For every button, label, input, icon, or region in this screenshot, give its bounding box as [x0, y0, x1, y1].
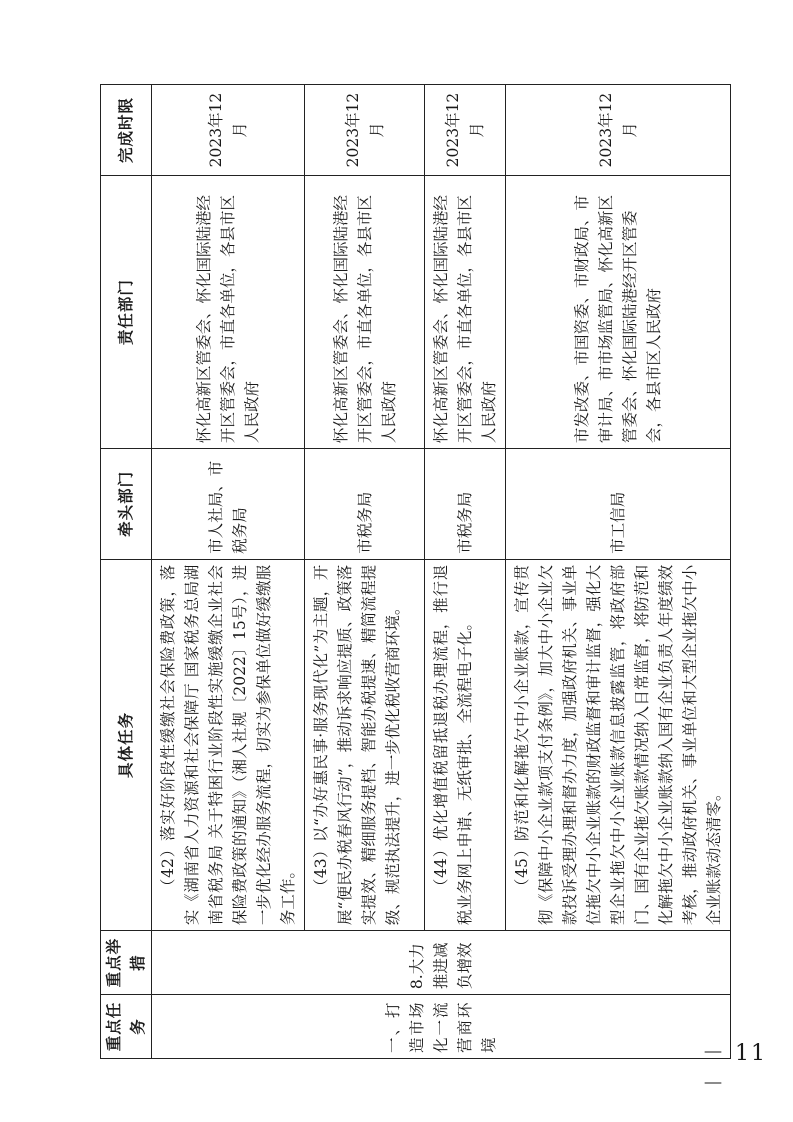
- deadline-cell: 2023年12月: [425, 85, 506, 176]
- lead-department-cell: 市税务局: [425, 449, 506, 560]
- responsible-department-cell: 市发改委、市国资委、市财政局、市审计局、市市场监管局、怀化高新区管委会、怀化国际陆港经开区管委会，各县市区人民政府: [506, 176, 731, 449]
- specific-task-cell: （44）优化增值税留抵退税办理流程，推行退税业务网上申请、无纸审批、全流程电子化。: [425, 559, 506, 930]
- header-key-task: 重点任务: [101, 995, 152, 1059]
- header-specific-task: 具体任务: [101, 559, 152, 930]
- task-table: [100, 84, 731, 1059]
- header-responsible-department: 责任部门: [101, 176, 152, 449]
- lead-department-cell: 市税务局: [305, 449, 425, 560]
- table-row: [305, 85, 425, 1059]
- rotated-table-container: [100, 84, 723, 1059]
- deadline-cell: 2023年12月: [152, 85, 305, 176]
- responsible-department-cell: 怀化高新区管委会、怀化国际陆港经开区管委会，市直各单位，各县市区人民政府: [152, 176, 305, 449]
- specific-task-cell: （43）以“办好惠民事·服务现代化”为主题，开展“便民办税春风行动”，推动诉求响应提质、政策落实提效、精细服务提档、智能办税提速、精简流程提级、规范执法提升，进一步优化税收营商环境。: [305, 559, 425, 930]
- key-task-cell: 一、打造市场化一流营商环境: [152, 995, 731, 1059]
- table-row: [506, 85, 731, 1059]
- header-key-measure: 重点举措: [101, 931, 152, 995]
- lead-department-cell: 市人社局、市税务局: [152, 449, 305, 560]
- responsible-department-cell: 怀化高新区管委会、怀化国际陆港经开区管委会，市直各单位，各县市区人民政府: [425, 176, 506, 449]
- key-measure-cell: 8.大力推进减负增效: [152, 931, 731, 995]
- lead-department-cell: 市工信局: [506, 449, 731, 560]
- specific-task-cell: （42）落实好阶段性缓缴社会保险费政策，落实《湖南省人力资源和社会保障厅 国家税务总局湖南省税务局 关于特困行业阶段性实施缓缴企业社会保险费政策的通知》（湘人社规〔2022〕15号），进一步优化经办服务流程，切实为参保单位做好缓缴服务工作。: [152, 559, 305, 930]
- table-row: [425, 85, 506, 1059]
- deadline-cell: 2023年12月: [305, 85, 425, 176]
- table-header-row: [101, 85, 152, 1059]
- table-row: [152, 85, 305, 1059]
- deadline-cell: 2023年12月: [506, 85, 731, 176]
- header-lead-department: 牵头部门: [101, 449, 152, 560]
- responsible-department-cell: 怀化高新区管委会、怀化国际陆港经开区管委会，市直各单位，各县市区人民政府: [305, 176, 425, 449]
- page-number: － 11 －: [702, 1041, 767, 1097]
- header-deadline: 完成时限: [101, 85, 152, 176]
- specific-task-cell: （45）防范和化解拖欠中小企业账款，宣传贯彻《保障中小企业款项支付条例》，加大中小企业欠款投诉受理办理和督办力度，加强政府机关、事业单位拖欠中小企业账款的财政监督和审计监督，强化大型企业拖欠中小企业账款信息披露监管，将政府部门、国有企业拖欠账款情况纳入日常监督，将防范和化解拖欠中小企业账款纳入国有企业负责人年度绩效考核，推动政府机关、事业单位和大型企业拖欠中小企业账款动态清零。: [506, 559, 731, 930]
